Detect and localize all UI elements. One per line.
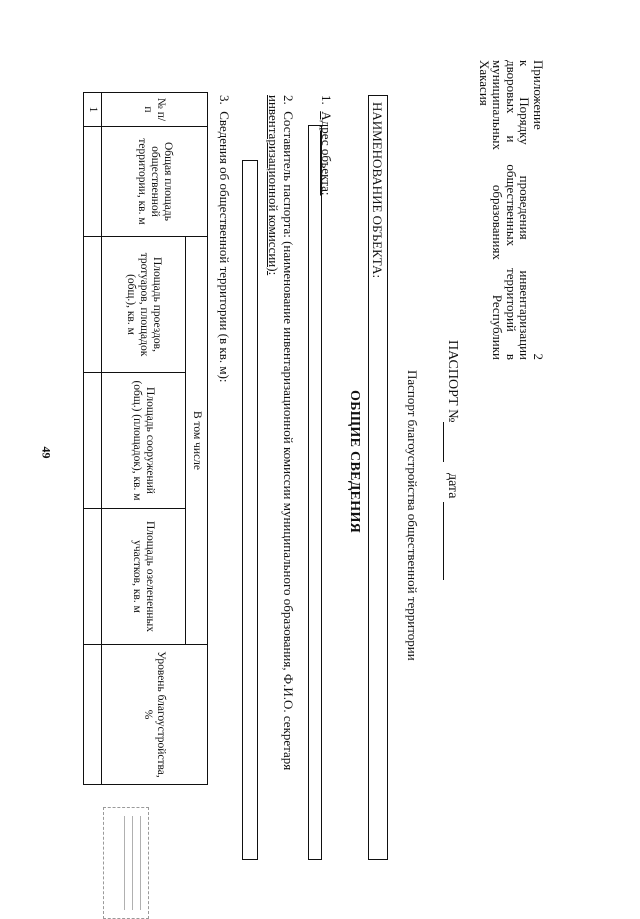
header-structures-area: Площадь сооружений (общ.) (площадок), кв. м xyxy=(102,373,186,509)
stamp-mark xyxy=(103,807,149,919)
item-number: 2. xyxy=(281,95,296,105)
passport-date-label: дата xyxy=(445,472,460,499)
item-number: 1. xyxy=(319,95,334,105)
passport-number-label: ПАСПОРТ № xyxy=(445,340,460,423)
passport-date-blank xyxy=(443,502,460,580)
object-name-label: НАИМЕНОВАНИЕ ОБЪЕКТА: xyxy=(370,102,385,279)
page-number: 49 xyxy=(39,446,54,459)
cell-green-area[interactable] xyxy=(84,509,102,645)
passport-title xyxy=(443,340,460,580)
appendix-line: дворовых и общественных территорий в xyxy=(504,60,519,360)
cell-number: 1 xyxy=(84,93,102,127)
general-info-heading: ОБЩИЕ СВЕДЕНИЯ xyxy=(347,390,362,534)
item-compiler xyxy=(266,95,296,875)
address-field[interactable] xyxy=(308,125,322,860)
territory-info-label: Сведения об общественной территории (в кв. м): xyxy=(217,111,232,383)
table-row xyxy=(84,93,102,785)
item-territory-info xyxy=(216,95,232,383)
passport-subtitle: Паспорт благоустройства общественной территории xyxy=(405,370,420,661)
territory-table xyxy=(83,92,208,785)
compiler-label-continued: инвентаризационной комиссии): xyxy=(266,95,281,276)
header-roads-area: Площадь проездов, тротуаров, площадок (общ.), кв. м xyxy=(102,237,186,373)
address-label: Адрес объекта: xyxy=(319,111,334,196)
header-level: Уровень благоустройства, % xyxy=(102,645,208,785)
appendix-header xyxy=(478,60,546,360)
header-total-area: Общая площадь общественной территории, кв. м xyxy=(102,127,208,237)
compiler-label: Составитель паспорта: (наименование инвентаризационной комиссии муниципального образования, Ф.И.О. секретаря xyxy=(281,111,296,771)
appendix-line: муниципальных образованиях Республики xyxy=(490,60,506,360)
object-name-field[interactable] xyxy=(368,95,388,860)
header-group: В том числе xyxy=(186,237,208,645)
appendix-line: Приложение 2 xyxy=(531,60,546,360)
cell-structures-area[interactable] xyxy=(84,373,102,509)
header-green-area: Площадь озелененных участков, кв. м xyxy=(102,509,186,645)
appendix-line: к Порядку проведения инвентаризации xyxy=(517,60,533,360)
appendix-line: Хакасия xyxy=(477,60,492,106)
compiler-field[interactable] xyxy=(242,160,258,860)
item-number: 3. xyxy=(217,95,232,105)
territory-table-wrapper xyxy=(83,92,208,785)
cell-level[interactable] xyxy=(84,645,102,785)
cell-roads-area[interactable] xyxy=(84,237,102,373)
header-number: № п/п xyxy=(102,93,208,127)
cell-total-area[interactable] xyxy=(84,127,102,237)
passport-number-blank xyxy=(443,422,460,462)
